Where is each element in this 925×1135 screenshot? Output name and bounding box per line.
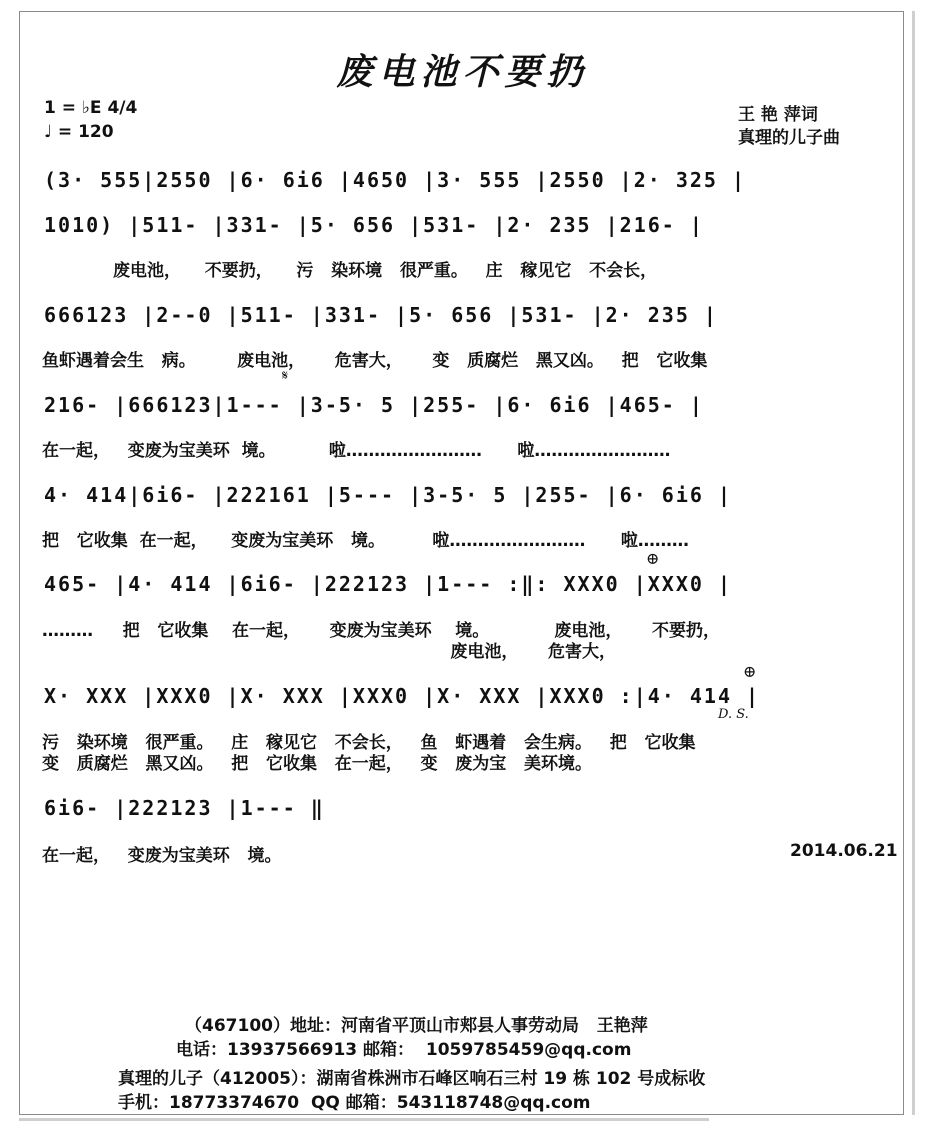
segno-sign: 𝄋 [282,368,289,384]
lyric-row-4: 在一起， 变废为宝美环 境。 啦…………………… 啦…………………… [42,441,671,461]
lyric-row-8: 在一起， 变废为宝美环 境。 [42,846,282,866]
lyric-row-2: 废电池， 不要扔， 污 染环境 很严重。 庄 稼见它 不会长， [42,261,658,281]
footer-contact-2: 手机：18773374670 QQ 邮箱：543118748@qq.com [118,1093,591,1113]
footer-address-1: （467100）地址：河南省平顶山市郏县人事劳动局 王艳萍 [185,1016,648,1036]
notation-row-5: 4· 414|6i6- |222161 |5--- |3-5· 5 |255- |6· 6i6 | [44,483,733,507]
notation-row-3: 666123 |2--0 |511- |331- |5· 656 |531- |2· 235 | [44,303,718,327]
coda-sign-1: ⊕ [646,549,660,568]
footer-address-2: 真理的儿子（412005）：湖南省株洲市石峰区响石三村 19 栋 102 号成标收 [118,1069,706,1089]
notation-row-4: 216- |666123|1--- |3-5· 5 |255- |6· 6i6 |465- | [44,393,704,417]
lyric-row-5: 把 它收集 在一起， 变废为宝美环 境。 啦…………………… 啦……… [42,531,689,551]
lyric-row-6a: ……… 把 它收集 在一起， 变废为宝美环 境。 废电池， 不要扔， [42,621,720,641]
ds-marking: D. S. [718,707,749,722]
notation-row-6: 465- |4· 414 |6i6- |222123 |1--- :‖: XXX0 |XXX0 | [44,572,733,596]
notation-row-2: 1010) |511- |331- |5· 656 |531- |2· 235 |216- | [44,213,704,237]
notation-row-7: X· XXX |XXX0 |X· XXX |XXX0 |X· XXX |XXX0 :|4· 414 | [44,684,761,708]
tempo-marking: ♩ = 120 [44,122,114,142]
lyric-row-6b: 废电池， 危害大， [42,642,616,662]
page-shadow-bottom [19,1118,709,1121]
page-shadow-right [912,11,915,1115]
composer-credit: 真理的儿子曲 [738,128,840,148]
date-stamp: 2014.06.21 [790,841,898,861]
notation-row-8: 6i6- |222123 |1--- ‖ [44,796,325,820]
notation-row-1: (3· 555|2550 |6· 6i6 |4650 |3· 555 |2550 |2· 325 | [44,168,747,192]
lyric-row-7a: 污 染环境 很严重。 庄 稼见它 不会长， 鱼 虾遇着 会生病。 把 它收集 [42,733,696,753]
lyric-row-3: 鱼虾遇着会生 病。 废电池， 危害大， 变 质腐烂 黑又凶。 把 它收集 [42,351,708,371]
coda-sign-2: ⊕ [743,662,757,681]
footer-contact-1: 电话：13937566913 邮箱： 1059785459@qq.com [176,1040,632,1060]
lyric-row-7b: 变 质腐烂 黑又凶。 把 它收集 在一起， 变 废为宝 美环境。 [42,754,593,774]
lyricist-credit: 王 艳 萍词 [738,105,818,125]
key-signature: 1 = ♭E 4/4 [44,98,138,118]
song-title: 废电池不要扔 [336,51,589,93]
